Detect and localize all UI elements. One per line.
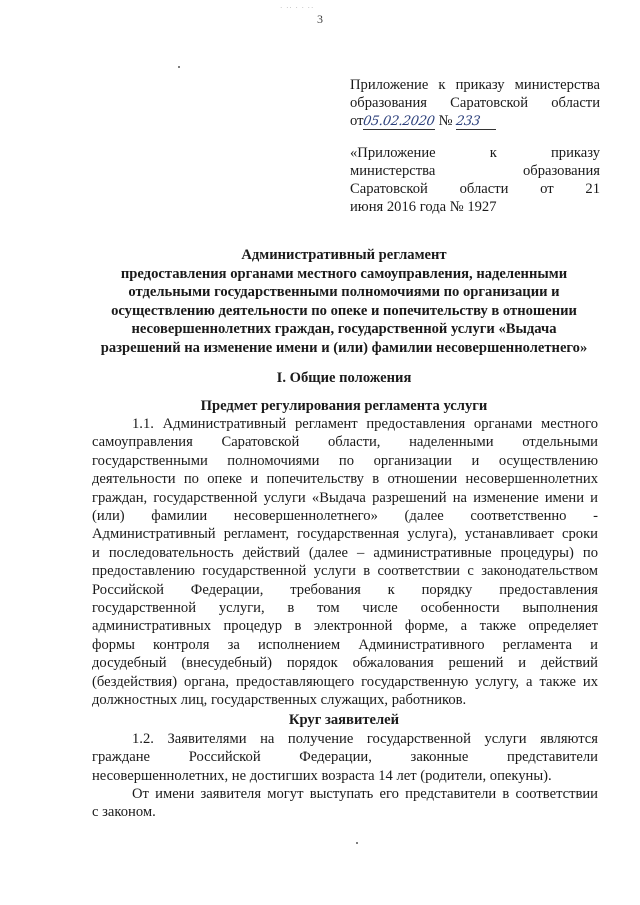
paragraph-line: (или) фамилии несовершеннолетнего» (далее соответственно - bbox=[92, 508, 598, 525]
paragraph-line: деятельности по опеке и попечительству в отношении несовершеннолетних bbox=[92, 471, 598, 488]
paragraph-line: досудебный (внесудебный) порядок обжалования решений и действий bbox=[92, 655, 598, 672]
annex-line-3 bbox=[350, 112, 600, 130]
paragraph-line: Российской Федерации, требования к порядку предоставления bbox=[92, 581, 598, 598]
paragraph-line: 1.2. Заявителями на получение государственной услуги являются bbox=[132, 731, 598, 747]
title-line: осуществлению деятельности по опеке и попечительству в отношении bbox=[111, 302, 577, 319]
paragraph-line: государственной услуги, в том числе особенности выполнения bbox=[92, 600, 598, 617]
annex-number-sign: № bbox=[438, 113, 453, 129]
paragraph-line: предоставлению государственной услуги в соответствии с законодательством bbox=[92, 563, 598, 580]
annex-header bbox=[350, 76, 600, 130]
annex-quoted-line: Саратовской области от 21 bbox=[350, 181, 600, 197]
paragraph-line: с законом. bbox=[92, 804, 156, 821]
paragraph-line: самоуправления Саратовской области, наделенными отдельными bbox=[92, 434, 598, 451]
section-heading: I. Общие положения bbox=[276, 370, 412, 386]
title-line: несовершеннолетних граждан, государственной услуги «Выдача bbox=[131, 321, 557, 338]
paragraph-representatives bbox=[92, 785, 598, 822]
paragraph-line: (бездействия) органа, предоставляющего государственную услугу, а также их bbox=[92, 673, 598, 690]
paragraph-line: и последовательность действий (далее – административные процедуры) по bbox=[92, 544, 598, 561]
paragraph-line: несовершеннолетних, не достигших возраста 14 лет (родители, опекуны). bbox=[92, 767, 552, 784]
scan-speck bbox=[178, 66, 180, 68]
title-line: Административный регламент bbox=[241, 247, 447, 263]
paragraph-1-2 bbox=[92, 730, 598, 785]
title-line: отдельными государственными полномочиями по организации и bbox=[128, 284, 560, 301]
annex-from-prefix: от bbox=[350, 113, 364, 129]
paragraph-1-1 bbox=[92, 415, 598, 710]
paragraph-line: формы контроля за исполнением Административного регламента и bbox=[92, 636, 598, 653]
handwritten-date: 05.02.2020 bbox=[362, 114, 437, 129]
page-number: 3 bbox=[317, 12, 323, 26]
paragraph-line: административных процедур в электронной форме, а также определяет bbox=[92, 618, 598, 635]
document-title bbox=[84, 246, 604, 358]
paragraph-line: граждане Российской Федерации, законные представители bbox=[92, 749, 598, 766]
paragraph-line: Административный регламент, государственная услуга), устанавливает сроки bbox=[92, 526, 598, 543]
subheading-applicants: Круг заявителей bbox=[288, 712, 400, 728]
annex-quoted-line: министерства образования bbox=[350, 163, 600, 179]
scan-speck bbox=[356, 842, 358, 844]
annex-quoted-line: «Приложение к приказу bbox=[350, 145, 600, 161]
paragraph-line: 1.1. Административный регламент предоставления органами местного bbox=[132, 416, 598, 432]
paragraph-line: должностных лиц, государственных служащих, работников. bbox=[92, 692, 467, 709]
scan-artifact: · ·· · · ·· bbox=[280, 4, 315, 12]
annex-quoted-block bbox=[350, 144, 600, 216]
title-line: предоставления органами местного самоуправления, наделенными bbox=[120, 265, 568, 282]
annex-quoted-line: июня 2016 года № 1927 bbox=[350, 199, 497, 215]
annex-line-2: образования Саратовской области bbox=[350, 95, 600, 111]
annex-line-1: Приложение к приказу министерства bbox=[350, 77, 600, 93]
title-line: разрешений на изменение имени и (или) фамилии несовершеннолетнего» bbox=[100, 339, 588, 356]
paragraph-line: От имени заявителя могут выступать его представители в соответствии bbox=[132, 786, 598, 802]
handwritten-number: 233 bbox=[455, 114, 482, 129]
paragraph-line: государственными полномочиями по организации и осуществлению bbox=[92, 452, 598, 469]
paragraph-line: граждан, государственной услуги «Выдача разрешений на изменение имени и bbox=[92, 489, 598, 506]
subheading-subject: Предмет регулирования регламента услуги bbox=[200, 398, 488, 414]
